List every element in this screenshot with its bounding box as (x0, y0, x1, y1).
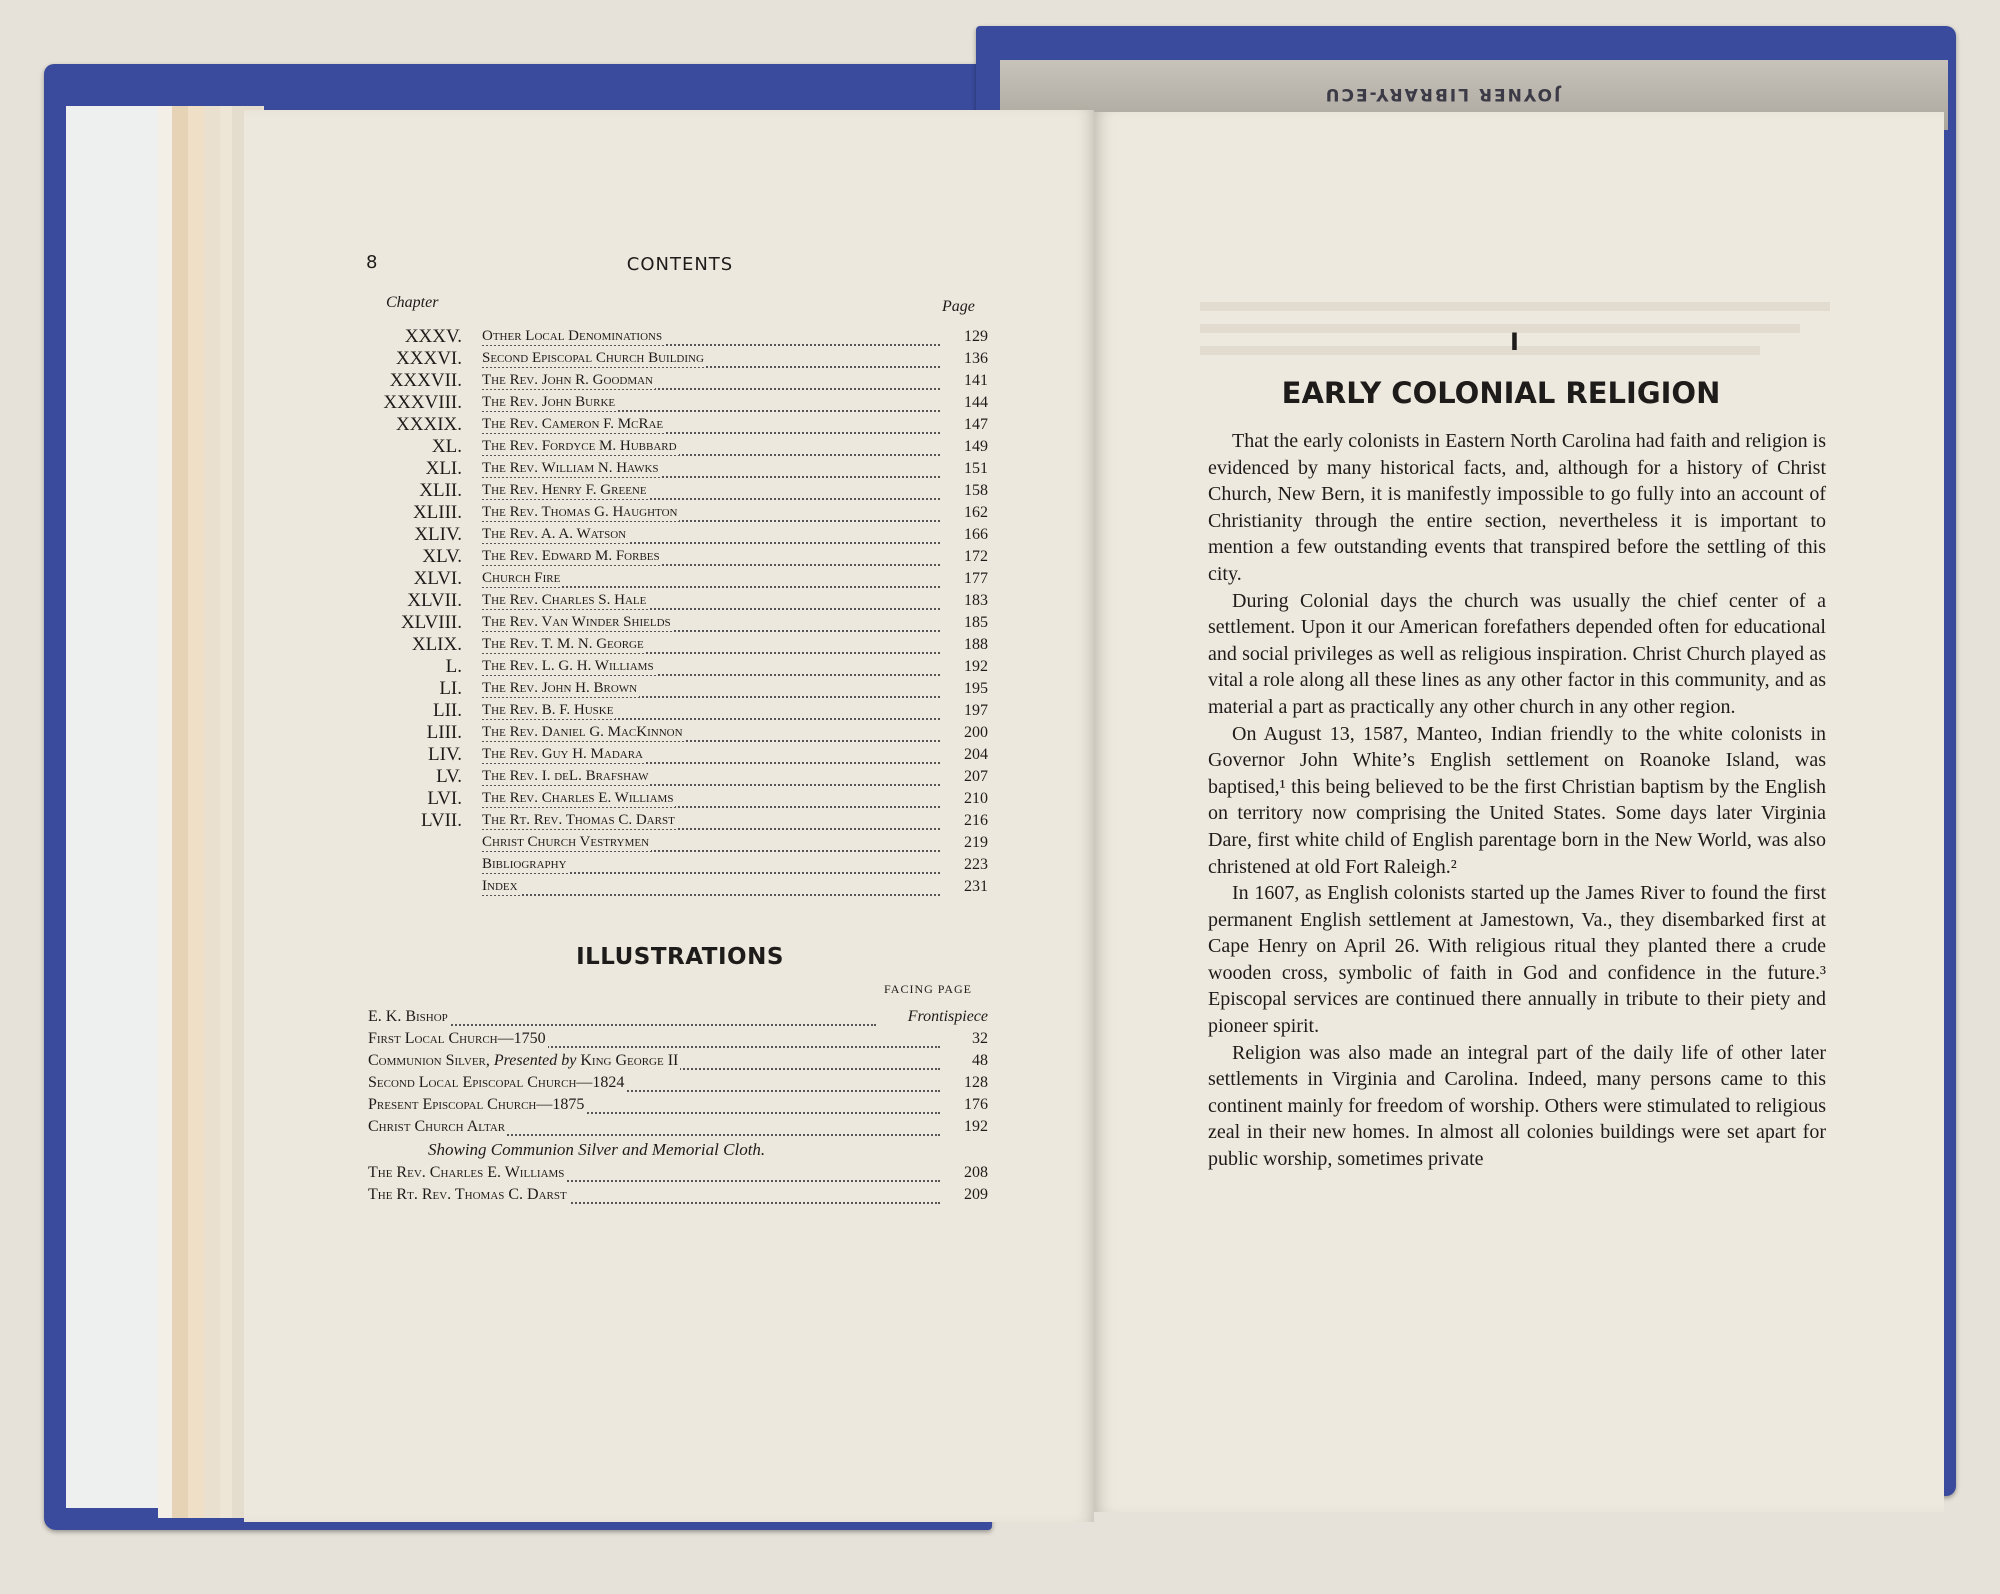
page-ref: 231 (964, 878, 988, 895)
toc-entry (360, 592, 988, 614)
chapter-column-header: Chapter (386, 294, 439, 311)
page-ref: 204 (964, 746, 988, 763)
chapter-title: The Rev. Thomas G. Haughton (482, 504, 678, 520)
illustration-title-part: King George II (576, 1052, 679, 1069)
toc-entry (360, 570, 988, 592)
chapter-title: The Rev. L. G. H. Williams (482, 658, 654, 674)
dot-leader (482, 894, 940, 896)
toc-entry (360, 394, 988, 416)
illustration-entry (368, 1118, 988, 1140)
toc-entry (360, 460, 988, 482)
chapter-title: Second Episcopal Church Building (482, 350, 704, 366)
illustration-page: 209 (964, 1186, 988, 1203)
chapter-title: The Rev. Charles E. Williams (482, 790, 674, 806)
toc-entry (360, 658, 988, 680)
chapter-number: XXXIX. (396, 414, 462, 435)
toc-entry (360, 328, 988, 350)
page-ref: 166 (964, 526, 988, 543)
illustration-title-italic: Presented by (493, 1052, 577, 1069)
illustration-title: The Rt. Rev. Thomas C. Darst (368, 1186, 567, 1203)
toc-entry (360, 526, 988, 548)
chapter-number: XLV. (422, 546, 462, 567)
page-ref: 188 (964, 636, 988, 653)
toc-entry (360, 768, 988, 790)
chapter-title: EARLY COLONIAL RELIGION (1281, 376, 1721, 410)
page-ref: 144 (964, 394, 988, 411)
illustration-title: First Local Church—1750 (368, 1030, 546, 1047)
page-ref: 136 (964, 350, 988, 367)
chapter-title: The Rev. Daniel G. MacKinnon (482, 724, 683, 740)
illustration-entry (368, 1186, 988, 1208)
page-ref: 149 (964, 438, 988, 455)
toc-entry (360, 548, 988, 570)
page-ref: 219 (964, 834, 988, 851)
toc-entry (360, 834, 988, 856)
chapter-number: XXXV. (404, 326, 462, 347)
chapter-title: Christ Church Vestrymen (482, 834, 650, 850)
toc-entry (360, 482, 988, 504)
toc-entry (360, 856, 988, 878)
illustration-page: 48 (972, 1052, 988, 1069)
chapter-number: LIV. (428, 744, 462, 765)
paragraph: During Colonial days the church was usually the chief center of a settlement. Upon it our American forefathers depended often for educational and social privileges as well as religious inspiration. Christ Church played as vital a role along all these lines as any other factor in this community, and as material a part as practically any other church in any other region. (1208, 589, 1826, 718)
page-ref: 192 (964, 658, 988, 675)
toc-entry (360, 614, 988, 636)
illustration-title: The Rev. Charles E. Williams (368, 1164, 565, 1181)
page-ref: 129 (964, 328, 988, 345)
chapter-number: XXXVIII. (383, 392, 462, 413)
toc-entry (360, 416, 988, 438)
illustration-page: 192 (964, 1118, 988, 1135)
page-column-header: Page (942, 298, 975, 315)
page-number: 8 (366, 252, 378, 273)
page-ref: 141 (964, 372, 988, 389)
page-ref: 183 (964, 592, 988, 609)
chapter-title: The Rev. John R. Goodman (482, 372, 653, 388)
chapter-number: LII. (432, 700, 462, 721)
toc-entry (360, 504, 988, 526)
illustration-entry (368, 1030, 988, 1052)
chapter-title: The Rev. T. M. N. George (482, 636, 644, 652)
chapter-title: The Rev. Henry F. Greene (482, 482, 647, 498)
chapter-number: XLIX. (411, 634, 462, 655)
chapter-title: The Rev. Guy H. Madara (482, 746, 643, 762)
paragraph: In 1607, as English colonists started up the James River to found the first permanent English settlement at Jamestown, Va., they disembarked first at Cape Henry on April 26. With religious ritual they planted there a crude wooden cross, symbolic of faith in God and confidence in the future.³ Episcopal services are continued there annually in tribute to their piety and pioneer spirit. (1208, 882, 1826, 1038)
page-ref: 162 (964, 504, 988, 521)
page-ref: 151 (964, 460, 988, 477)
show-through-text (1200, 346, 1760, 355)
chapter-title: The Rev. John Burke (482, 394, 616, 410)
illustration-note: Showing Communion Silver and Memorial Cloth. (428, 1140, 766, 1159)
illustration-entry (368, 1096, 988, 1118)
chapter-title: The Rev. B. F. Huske (482, 702, 614, 718)
toc-entry (360, 812, 988, 834)
chapter-number: LVI. (427, 788, 462, 809)
show-through-text (1200, 302, 1830, 311)
chapter-title: Other Local Denominations (482, 328, 663, 344)
illustration-title (368, 1052, 680, 1070)
paragraph: That the early colonists in Eastern North Carolina had faith and religion is evidenced by many historical facts, and, although for a history of Christ Church, New Bern, it is manifestly impossible to go fully into an account of Christianity through the entire section, nevertheless it is important to mention a few outstanding events that transpired before the settling of this city. (1208, 430, 1826, 585)
illustration-entry (368, 1008, 988, 1030)
chapter-number: XLIV. (414, 524, 462, 545)
illustration-title: Christ Church Altar (368, 1118, 506, 1135)
chapter-title: Index (482, 878, 518, 894)
page-ref: 147 (964, 416, 988, 433)
chapter-number: XLVII. (407, 590, 462, 611)
illustrations-heading: ILLUSTRATIONS (576, 944, 784, 970)
toc-entry (360, 746, 988, 768)
chapter-number: XL. (431, 436, 462, 457)
chapter-title: The Rev. Van Winder Shields (482, 614, 671, 630)
chapter-number: XLI. (425, 458, 462, 479)
chapter-number: LV. (436, 766, 462, 787)
library-stamp: JOYNER LIBRARY-ECU (1323, 84, 1561, 104)
chapter-number: XXXVI. (396, 348, 462, 369)
chapter-number: LVII. (421, 810, 462, 831)
toc-entry (360, 724, 988, 746)
page-ref: 200 (964, 724, 988, 741)
illustration-entry (368, 1074, 988, 1096)
illustration-page: 128 (964, 1074, 988, 1091)
chapter-number: LIII. (426, 722, 462, 743)
chapter-number: L. (445, 656, 462, 677)
illustration-entry (368, 1052, 988, 1074)
paragraph: Religion was also made an integral part of the daily life of other later settlements in Virginia and Carolina. Indeed, many persons came to this continent mainly for freedom of worship. Others were stimulated to religious zeal in their new homes. In almost all colonies buildings were set apart for public worship, sometimes private (1208, 1041, 1826, 1171)
illustration-title: E. K. Bishop (368, 1008, 448, 1025)
illustration-entry (368, 1164, 988, 1186)
page-ref: 195 (964, 680, 988, 697)
page-ref: 158 (964, 482, 988, 499)
toc-entry (360, 790, 988, 812)
chapter-title: The Rev. Charles S. Hale (482, 592, 647, 608)
toc-entry (360, 438, 988, 460)
page-ref: 210 (964, 790, 988, 807)
show-through-text (1200, 324, 1800, 333)
chapter-title: The Rt. Rev. Thomas C. Darst (482, 812, 675, 828)
illustration-page: 176 (964, 1096, 988, 1113)
page-ref: 185 (964, 614, 988, 631)
toc-entry (360, 350, 988, 372)
page-ref: 177 (964, 570, 988, 587)
chapter-title: The Rev. Cameron F. McRae (482, 416, 664, 432)
page-ref: 223 (964, 856, 988, 873)
chapter-body (1208, 428, 1826, 1173)
paragraph: On August 13, 1587, Manteo, Indian friendly to the white colonists in Governor John White’s English settlement on Roanoke Island, was baptised,¹ this being believed to be the first Christian baptism by the English on territory now comprising the United States. Some days later Virginia Dare, first white child of English parentage born in the New World, was also christened at old Fort Raleigh.² (1208, 722, 1826, 878)
toc-entry (360, 680, 988, 702)
chapter-number: XLVIII. (400, 612, 462, 633)
illustration-title: Second Local Episcopal Church—1824 (368, 1074, 625, 1091)
chapter-title: The Rev. Edward M. Forbes (482, 548, 660, 564)
illustration-title: Present Episcopal Church—1875 (368, 1096, 585, 1113)
chapter-title: The Rev. A. A. Watson (482, 526, 627, 542)
chapter-number: I (1510, 328, 1519, 356)
chapter-title: The Rev. John H. Brown (482, 680, 638, 696)
facing-page-label: FACING PAGE (884, 982, 973, 996)
toc-entry (360, 372, 988, 394)
chapter-title: Bibliography (482, 856, 567, 872)
chapter-title: Church Fire (482, 570, 561, 586)
toc-entry (360, 702, 988, 724)
page-ref: 197 (964, 702, 988, 719)
chapter-number: XLIII. (412, 502, 462, 523)
chapter-number: LI. (439, 678, 462, 699)
page-ref: 172 (964, 548, 988, 565)
illustration-page: 32 (972, 1030, 988, 1047)
page-ref: 207 (964, 768, 988, 785)
toc-entry (360, 878, 988, 900)
running-title: CONTENTS (626, 254, 734, 275)
chapter-title: The Rev. Fordyce M. Hubbard (482, 438, 677, 454)
chapter-title: The Rev. I. deL. Brafshaw (482, 768, 649, 784)
illustration-page: 208 (964, 1164, 988, 1181)
chapter-number: XXXVII. (389, 370, 462, 391)
page-ref: 216 (964, 812, 988, 829)
chapter-number: XLII. (419, 480, 462, 501)
illustration-page: Frontispiece (907, 1008, 988, 1025)
chapter-title: The Rev. William N. Hawks (482, 460, 659, 476)
toc-entry (360, 636, 988, 658)
chapter-number: XLVI. (413, 568, 462, 589)
illustration-title-part: Communion Silver, (368, 1052, 494, 1069)
